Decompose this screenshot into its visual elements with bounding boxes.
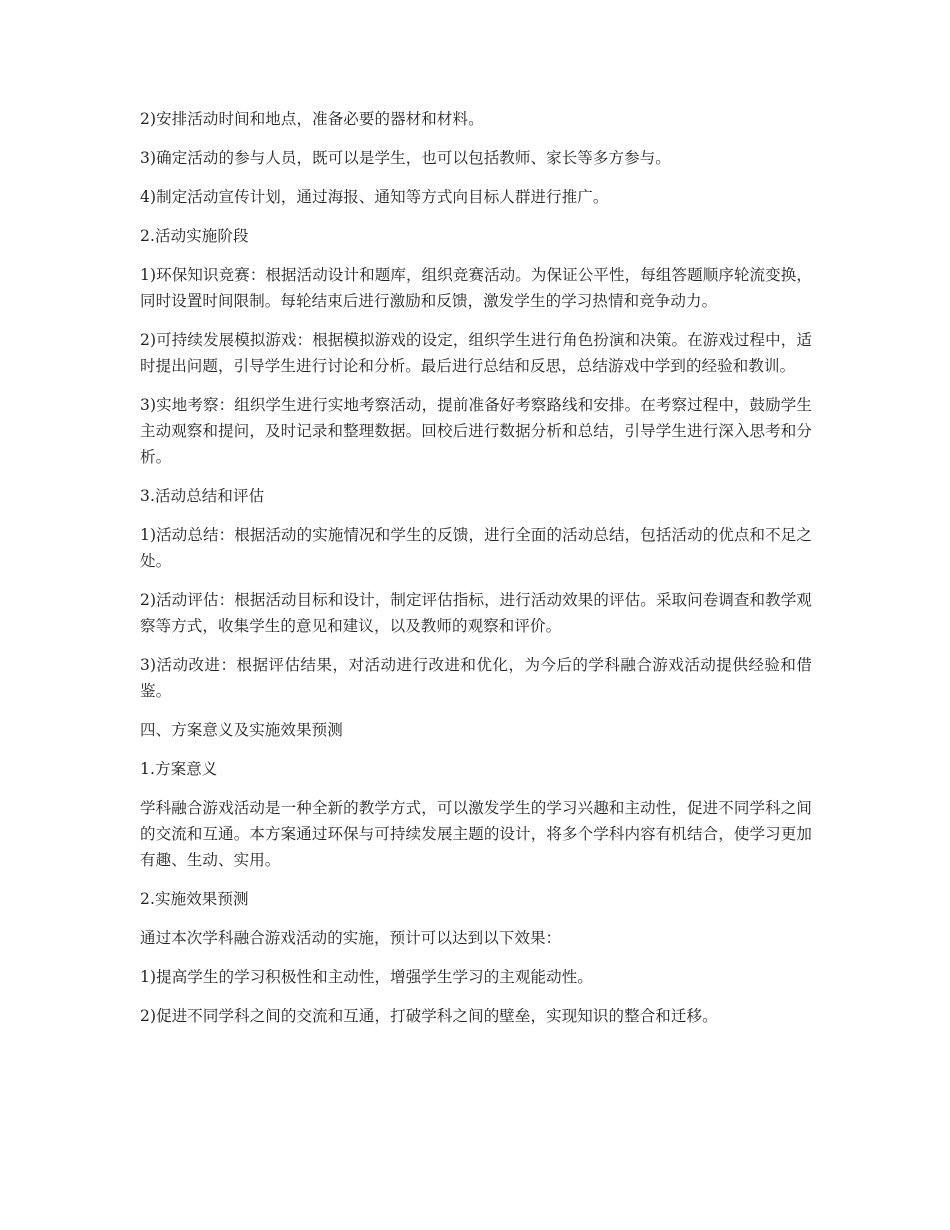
list-item-activity-summary: 1)活动总结：根据活动的实施情况和学生的反馈，进行全面的活动总结，包括活动的优点和不足之处。 (140, 526, 812, 570)
list-item-activity-improvement: 3)活动改进：根据评估结果，对活动进行改进和优化，为今后的学科融合游戏活动提供经验和借鉴。 (140, 656, 812, 700)
list-item-effect-integration: 2)促进不同学科之间的交流和互通，打破学科之间的壁垒，实现知识的整合和迁移。 (140, 1007, 718, 1025)
list-item-activity-evaluation: 2)活动评估：根据活动目标和设计，制定评估指标，进行活动效果的评估。采取问卷调查和教学观察等方式，收集学生的意见和建议，以及教师的观察和评价。 (140, 591, 812, 635)
list-item-simulation-game: 2)可持续发展模拟游戏：根据模拟游戏的设定，组织学生进行角色扮演和决策。在游戏过程中，适时提出问题，引导学生进行讨论和分析。最后进行总结和反思，总结游戏中学到的经验和教训。 (140, 331, 812, 375)
document-body (140, 106, 812, 1042)
list-item-arrange-time-place: 2)安排活动时间和地点，准备必要的器材和材料。 (140, 110, 484, 128)
list-item-promotion-plan: 4)制定活动宣传计划，通过海报、通知等方式向目标人群进行推广。 (140, 188, 609, 206)
section-heading-effect-prediction: 2.实施效果预测 (140, 890, 249, 908)
list-item-effect-motivation: 1)提高学生的学习积极性和主动性，增强学生学习的主观能动性。 (140, 968, 593, 986)
section-heading-significance: 1.方案意义 (140, 760, 218, 778)
list-item-participants: 3)确定活动的参与人员，既可以是学生，也可以包括教师、家长等多方参与。 (140, 149, 671, 167)
paragraph-effect-intro: 通过本次学科融合游戏活动的实施，预计可以达到以下效果： (140, 929, 562, 947)
section-heading-summary-evaluation: 3.活动总结和评估 (140, 487, 265, 505)
list-item-knowledge-contest: 1)环保知识竞赛：根据活动设计和题库，组织竞赛活动。为保证公平性，每组答题顺序轮流变换，同时设置时间限制。每轮结束后进行激励和反馈，激发学生的学习热情和竞争动力。 (140, 266, 812, 310)
chapter-heading-significance: 四、方案意义及实施效果预测 (140, 721, 343, 739)
paragraph-significance: 学科融合游戏活动是一种全新的教学方式，可以激发学生的学习兴趣和主动性，促进不同学科之间的交流和互通。本方案通过环保与可持续发展主题的设计，将多个学科内容有机结合，使学习更加有趣、生动、实用。 (140, 799, 812, 869)
list-item-field-trip: 3)实地考察：组织学生进行实地考察活动，提前准备好考察路线和安排。在考察过程中，鼓励学生主动观察和提问，及时记录和整理数据。回校后进行数据分析和总结，引导学生进行深入思考和分析。 (140, 396, 812, 466)
section-heading-implementation: 2.活动实施阶段 (140, 227, 249, 245)
